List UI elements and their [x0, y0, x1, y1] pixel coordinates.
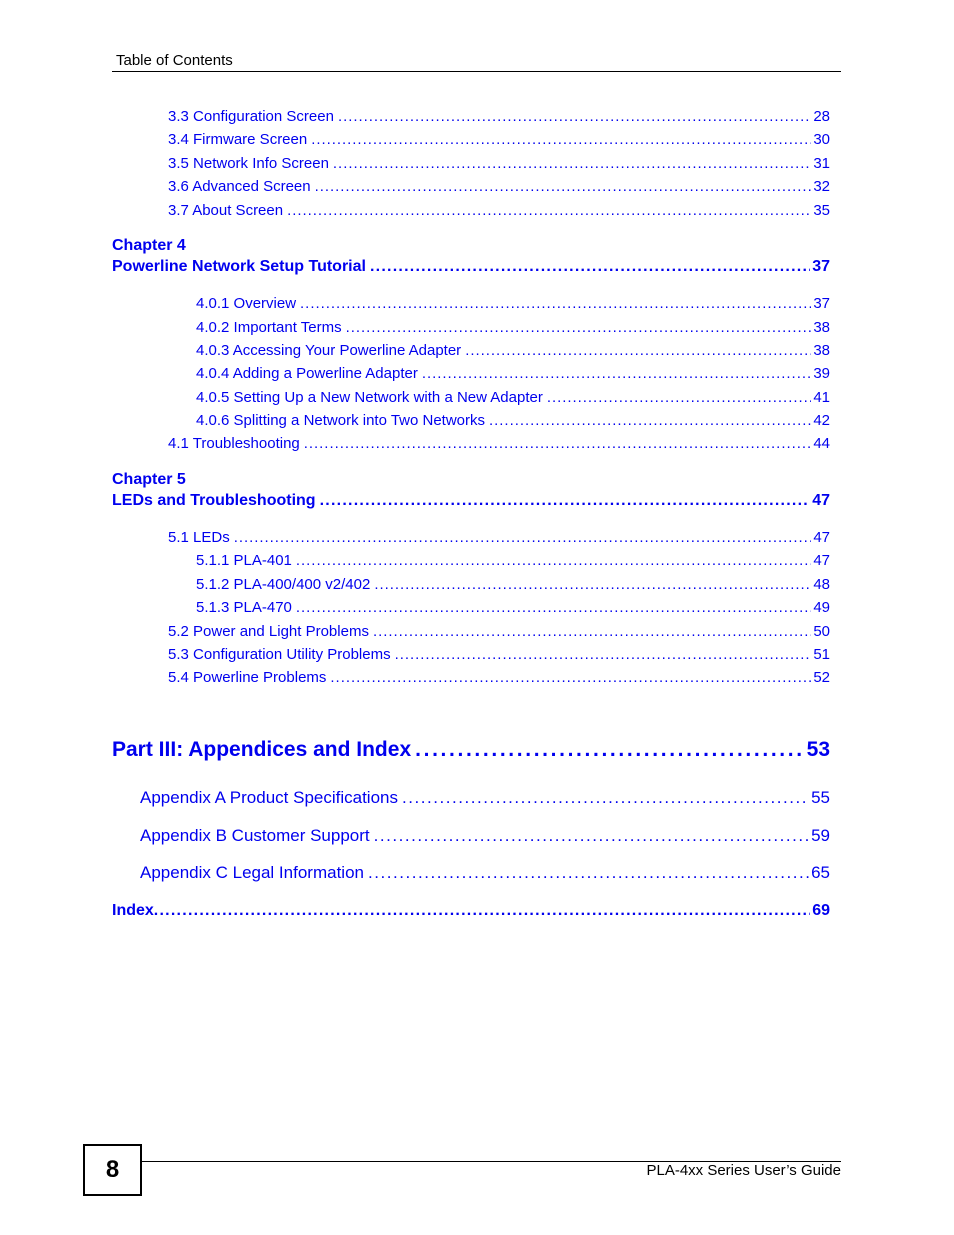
chapter-label[interactable]: Chapter 4 — [112, 237, 186, 254]
toc-entry-page: 39 — [813, 365, 830, 382]
toc-entry-page: 30 — [813, 131, 830, 148]
toc-entry-page: 28 — [813, 108, 830, 125]
dot-leader — [300, 295, 811, 312]
toc-entry-page: 44 — [813, 435, 830, 452]
dot-leader — [395, 646, 812, 663]
toc-entry-title: Appendix B Customer Support — [140, 826, 370, 845]
toc-entry-page: 48 — [813, 576, 830, 593]
toc-entry[interactable] — [196, 576, 830, 593]
dot-leader — [330, 669, 811, 686]
toc-entry-page: 32 — [813, 178, 830, 195]
toc-index-entry[interactable] — [112, 902, 830, 920]
dot-leader — [154, 902, 810, 920]
toc-entry-page: 47 — [813, 529, 830, 546]
dot-leader — [315, 178, 812, 195]
toc-entry[interactable] — [196, 365, 830, 382]
toc-entry-page: 42 — [813, 412, 830, 429]
toc-appendix-entry[interactable] — [140, 788, 830, 808]
dot-leader — [370, 258, 810, 276]
dot-leader — [374, 826, 809, 846]
toc-entry-page: 59 — [811, 826, 830, 845]
dot-leader — [234, 529, 812, 546]
toc-entry[interactable] — [196, 342, 830, 359]
toc-entry[interactable] — [168, 202, 830, 219]
guide-title: PLA-4xx Series User’s Guide — [646, 1162, 841, 1179]
dot-leader — [333, 155, 811, 172]
dot-leader — [338, 108, 811, 125]
header-rule — [112, 71, 841, 72]
toc-entry[interactable] — [168, 108, 830, 125]
toc-entry-page: 52 — [813, 669, 830, 686]
toc-entry-title: 4.0.3 Accessing Your Powerline Adapter — [196, 342, 462, 359]
toc-entry-title: 3.3 Configuration Screen — [168, 108, 334, 125]
toc-entry[interactable] — [196, 412, 830, 429]
toc-appendix-entry[interactable] — [140, 863, 830, 883]
toc-entry-title: 3.7 About Screen — [168, 202, 284, 219]
toc-entry-page: 38 — [813, 342, 830, 359]
toc-entry[interactable] — [168, 178, 830, 195]
toc-entry-page: 65 — [811, 863, 830, 882]
toc-entry-page: 53 — [806, 738, 830, 761]
toc-entry-page: 51 — [813, 646, 830, 663]
toc-entry-page: 55 — [811, 788, 830, 807]
running-header: Table of Contents — [116, 52, 233, 69]
dot-leader — [422, 365, 811, 382]
toc-entry[interactable] — [168, 155, 830, 172]
toc-entry[interactable] — [196, 319, 830, 336]
toc-entry[interactable] — [168, 646, 830, 663]
toc-entry-title: LEDs and Troubleshooting — [112, 492, 316, 509]
toc-entry-page: 35 — [813, 202, 830, 219]
dot-leader — [304, 435, 812, 452]
dot-leader — [374, 576, 811, 593]
toc-entry-title: 4.0.5 Setting Up a New Network with a New Adapter — [196, 389, 543, 406]
toc-entry-title: Index — [112, 902, 154, 919]
toc-entry-title: 4.0.2 Important Terms — [196, 319, 342, 336]
chapter-label[interactable]: Chapter 5 — [112, 471, 186, 488]
dot-leader — [287, 202, 811, 219]
toc-entry-title: 5.2 Power and Light Problems — [168, 623, 369, 640]
toc-entry-title: 5.3 Configuration Utility Problems — [168, 646, 391, 663]
dot-leader — [373, 623, 811, 640]
toc-entry-title: 4.0.6 Splitting a Network into Two Networks — [196, 412, 486, 429]
toc-entry[interactable] — [168, 435, 830, 452]
toc-entry-title: 3.5 Network Info Screen — [168, 155, 329, 172]
toc-entry-page: 38 — [813, 319, 830, 336]
toc-entry-title: 3.4 Firmware Screen — [168, 131, 308, 148]
toc-entry-page: 50 — [813, 623, 830, 640]
toc-entry-page: 41 — [813, 389, 830, 406]
page-number-box — [83, 1144, 142, 1196]
toc-entry[interactable] — [196, 552, 830, 569]
toc-entry[interactable] — [168, 131, 830, 148]
toc-entry[interactable] — [196, 389, 830, 406]
toc-entry[interactable] — [168, 623, 830, 640]
toc-entry-title: 5.1.3 PLA-470 — [196, 599, 292, 616]
toc-entry-title: 5.4 Powerline Problems — [168, 669, 327, 686]
toc-entry-title: 4.0.4 Adding a Powerline Adapter — [196, 365, 418, 382]
dot-leader — [415, 738, 805, 762]
toc-entry-page: 37 — [812, 258, 830, 275]
dot-leader — [489, 412, 811, 429]
toc-entry[interactable] — [168, 529, 830, 546]
toc-entry-page: 31 — [813, 155, 830, 172]
dot-leader — [547, 389, 811, 406]
dot-leader — [368, 863, 809, 883]
toc-entry-title: Appendix A Product Specifications — [140, 788, 398, 807]
dot-leader — [296, 599, 811, 616]
toc-entry-page: 47 — [813, 552, 830, 569]
toc-entry[interactable] — [196, 599, 830, 616]
toc-entry-page: 49 — [813, 599, 830, 616]
toc-entry-page: 47 — [812, 492, 830, 509]
toc-chapter-entry[interactable] — [112, 492, 830, 510]
toc-entry-title: 5.1.1 PLA-401 — [196, 552, 292, 569]
toc-part-entry[interactable] — [112, 738, 830, 762]
toc-entry-title: Appendix C Legal Information — [140, 863, 364, 882]
toc-entry-title: Powerline Network Setup Tutorial — [112, 258, 366, 275]
toc-entry-title: 4.0.1 Overview — [196, 295, 297, 312]
toc-appendix-entry[interactable] — [140, 826, 830, 846]
toc-chapter-entry[interactable] — [112, 258, 830, 276]
toc-entry-title: 5.1.2 PLA-400/400 v2/402 — [196, 576, 371, 593]
dot-leader — [465, 342, 811, 359]
dot-leader — [311, 131, 811, 148]
toc-entry-page: 37 — [813, 295, 830, 312]
page-number: 8 — [105, 1156, 120, 1183]
toc-entry-title: 5.1 LEDs — [168, 529, 230, 546]
dot-leader — [346, 319, 812, 336]
toc-entry-title: 3.6 Advanced Screen — [168, 178, 311, 195]
toc-entry-title: Part III: Appendices and Index — [112, 738, 412, 761]
dot-leader — [296, 552, 811, 569]
toc-entry-title: 4.1 Troubleshooting — [168, 435, 300, 452]
toc-entry[interactable] — [168, 669, 830, 686]
toc-entry[interactable] — [196, 295, 830, 312]
dot-leader — [402, 788, 809, 808]
toc-entry-page: 69 — [812, 902, 830, 919]
dot-leader — [320, 492, 811, 510]
